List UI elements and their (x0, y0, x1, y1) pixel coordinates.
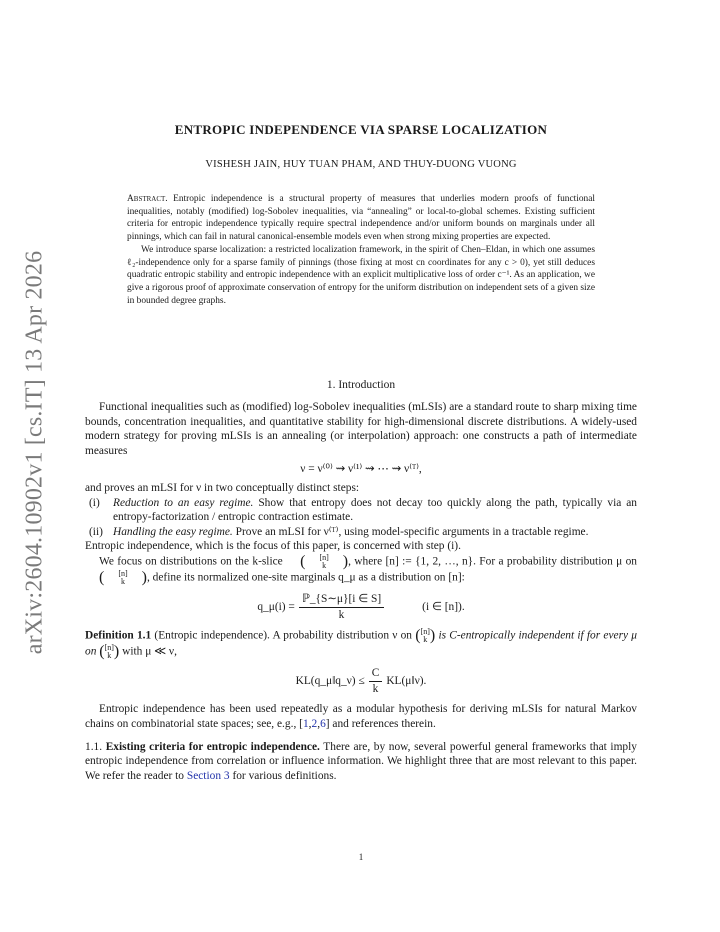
page-number: 1 (358, 852, 364, 862)
binomial-n-choose-k: ( [n] k ) (99, 568, 147, 586)
list-number: (i) (89, 496, 100, 509)
introduction-body (85, 400, 637, 783)
paper-title: ENTROPIC INDEPENDENCE VIA SPARSE LOCALIZATION (174, 122, 548, 137)
list-item-2 (85, 525, 637, 540)
paper-authors: VISHESH JAIN, HUY TUAN PHAM, AND THUY-DUONG VUONG (205, 159, 517, 170)
intro-paragraph-3: Entropic independence, which is the focus of this paper, is concerned with step (i). (85, 540, 461, 553)
definition-1-1: Definition 1.1 (Entropic independence). A probability distribution ν on ( [n] k ) is C-entropically independent if for every μ on ( [n] k ) with μ ≪ ν, (85, 627, 637, 661)
abstract (127, 193, 595, 307)
intro-paragraph-5: Entropic independence has been used repeatedly as a modular hypothesis for deriving mLSIs for natural Markov chains on combinatorial state spaces; see, e.g., [1,2,6] and references therein. (85, 703, 637, 730)
binomial-n-choose-k: ( [n] k ) (99, 643, 120, 661)
section-heading-introduction: 1. Introduction (326, 379, 396, 391)
definition-label: Definition 1.1 (85, 629, 152, 642)
subsection-1-1: 1.1. Existing criteria for entropic independence. There are, by now, several powerful general frameworks that imply entropic independence from correlation or influence information. We highlight three that are most relevant to this paper. We refer the reader to Section 3 for various definitions. (85, 740, 637, 782)
list-item-text: Prove an mLSI for ν⁽ᵀ⁾, using model-specific arguments in a tractable regime. (235, 525, 589, 538)
list-item-text: Show that entropy does not decay too quickly along the path, typically via an entropy-factorization / entropic contraction estimate. (113, 496, 637, 524)
section-3-link[interactable]: Section 3 (186, 769, 230, 782)
list-item-1 (85, 496, 637, 525)
list-item-title: Reduction to an easy regime. (113, 496, 254, 509)
intro-paragraph-1: Functional inequalities such as (modified) log-Sobolev inequalities (mLSIs) are a standard route to sharp mixing time bounds, concentration inequalities, and quantitative stability for high-dimensional discrete distributions. A widely-used modern strategy for proving mLSIs is an annealing (or interpolation) approach: one constructs a path of intermediate measures (85, 401, 637, 457)
abstract-paragraph-1 (127, 193, 595, 244)
citation-link[interactable]: 2 (311, 717, 318, 730)
binomial-n-choose-k: ( [n] k ) (415, 627, 436, 645)
arxiv-sidebar-stamp (10, 250, 60, 654)
citation-link[interactable]: 6 (320, 717, 326, 730)
abstract-label: Abstract. (127, 194, 168, 204)
fraction: $\frac{C}{k}$ (369, 666, 383, 696)
intro-paragraph-4: We focus on distributions on the k-slice ( [n] k ) , where [n] := {1, 2, …, n}. For a probability distribution μ on ( [n] k ) , define its normalized one-site marginals q_μ as a distribution on [n]: (85, 554, 637, 586)
binomial-n-choose-k: ( [n] k ) (300, 552, 349, 570)
kl-inequality: KL(q_μ‖q_ν) ≤ $\frac{C}{k}$ KL(μ‖ν). (295, 667, 427, 695)
fraction: $\frac{\text{ℙ\_\{S∼μ\}[i ∈ S]}}{k}$ (299, 592, 384, 622)
marginal-equation: q_μ(i) = $\frac{\text{ℙ\_\{S∼μ\}[i ∈ S]}}{k}$ (i ∈ [n]). (257, 592, 465, 621)
annealing-path-equation: ν = ν⁽⁰⁾ ⇝ ν⁽¹⁾ ⇝ ⋯ ⇝ ν⁽ᵀ⁾, (300, 463, 422, 476)
abstract-text-1: Entropic independence is a structural property of measures that underlies modern proofs of functional inequalities, notably (modified) log-Sobolev inequalities, via “annealing” or local-to-global schemes. Existing sufficient criteria for entropic independence typically require spectral independence and/or uniform bounds on marginals under all pinnings, which can fail in natural canonical-ensemble models even when strong mixing properties are expected. (127, 194, 596, 243)
abstract-paragraph-2: We introduce sparse localization: a restricted localization framework, in the spirit of Chen–Eldan, in which one assumes ℓ₂-independence only for a sparse family of pinnings (those fixing at most cn coordinates for any c > 0), yet still deduces quadratic entropic stability and entropic independence with an explicit multiplicative loss of order c⁻¹. As an application, we give a rigorous proof of approximate conservation of entropy for the uniform distribution on independent sets of a given size in bounded degree graphs. (127, 244, 595, 306)
intro-paragraph-2: and proves an mLSI for ν in two conceptually distinct steps: (85, 481, 360, 494)
arxiv-identifier: arXiv:2604.10902v1 [cs.IT] 13 Apr 2026 (21, 250, 48, 654)
subsection-title: Existing criteria for entropic independence. (105, 740, 320, 753)
list-item-title: Handling the easy regime. (113, 525, 233, 538)
citation-link[interactable]: 1 (302, 717, 309, 730)
list-number: (ii) (89, 525, 103, 538)
